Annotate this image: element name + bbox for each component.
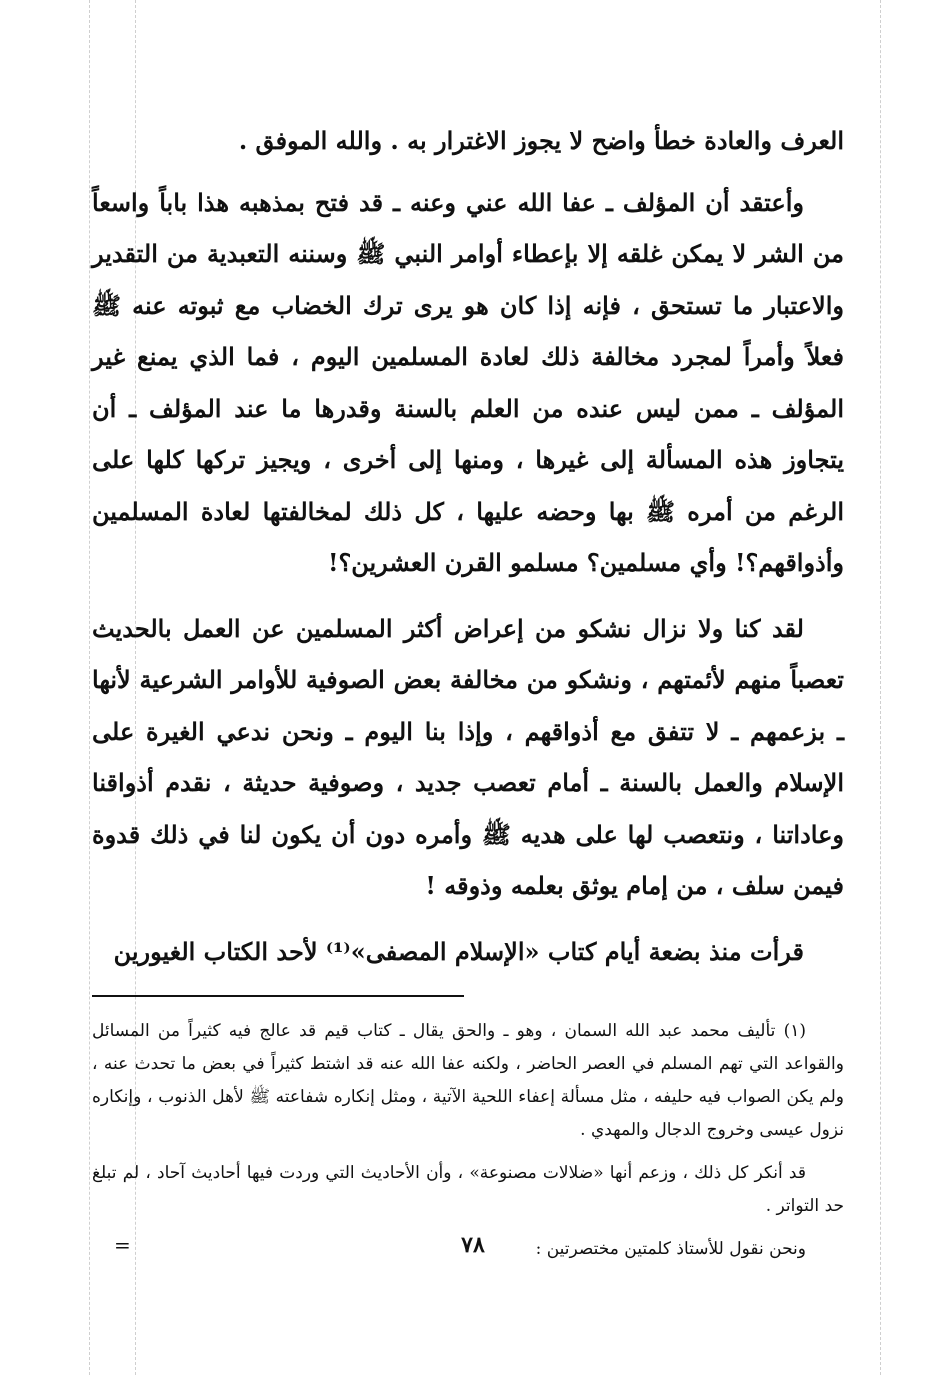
footnote-1: (١) تأليف محمد عبد الله السمان ، وهو ـ والحق يقال ـ كتاب قيم قد عالج فيه كثيراً من المسائل والقواعد التي تهم المسلم في العصر الحاضر ، ولكنه عفا الله عنه قد اشتط كثيراً في بعض ما تحدث عنه ، ولم يكن الصواب فيه حليفه ، مثل مسألة إعفاء اللحية الآتية ، ومثل إنكاره شفاعته ﷺ لأهل الذنوب ، وإنكاره نزول عيسى وخروج الدجال والمهدي . bbox=[92, 1021, 844, 1140]
footnotes bbox=[92, 1015, 844, 1266]
page-number: ٧٨ bbox=[461, 1232, 485, 1258]
paragraph-3: لقد كنا ولا نزال نشكو من إعراض أكثر المسلمين عن العمل بالحديث تعصباً منهم لأئمتهم ، ونشكو من مخالفة بعض الصوفية للأوامر الشرعية لأنها ـ بزعمهم ـ لا تتفق مع أذواقهم ، وإذا بنا اليوم ـ ونحن ندعي الغيرة على الإسلام والعمل بالسنة ـ أمام تعصب جديد ، وصوفية حديثة ، نقدم أذواقنا وعاداتنا ، ونتعصب لها على هديه ﷺ وأمره دون أن يكون لنا في ذلك قدوة فيمن سلف ، من إمام يوثق بعلمه وذوقه ! bbox=[92, 613, 845, 900]
continuation-mark: = bbox=[114, 1233, 131, 1257]
paragraph-2: وأعتقد أن المؤلف ـ عفا الله عني وعنه ـ قد فتح بمذهبه هذا باباً واسعاً من الشر لا يمكن غلقه إلا بإعطاء أوامر النبي ﷺ وسننه التعبدية من التقدير والاعتبار ما تستحق ، فإنه إذا كان هو يرى ترك الخضاب مع ثبوته عنه ﷺ فعلاً وأمراً لمجرد مخالفة ذلك لعادة المسلمين اليوم ، فما الذي يمنع غير المؤلف ـ ممن ليس عنده من العلم بالسنة وقدرها ما عند المؤلف ـ أن يتجاوز هذه المسألة إلى غيرها ، ومنها إلى أخرى ، ويجيز تركها كلها على الرغم من أمره ﷺ بها وحضه عليها ، كل ذلك لمخالفتها لعادة المسلمين وأذواقهم؟! وأي مسلمين؟ مسلمو القرن العشرين؟! bbox=[92, 187, 845, 577]
paragraph-1: العرف والعادة خطأ واضح لا يجوز الاغترار به . والله الموفق . bbox=[238, 126, 844, 155]
main-text bbox=[92, 115, 844, 977]
footnote-3: ونحن نقول للأستاذ كلمتين مختصرتين : bbox=[535, 1239, 806, 1259]
scan-edge-right bbox=[880, 0, 881, 1375]
paragraph-4: قرأت منذ بضعة أيام كتاب «الإسلام المصفى»⁽¹⁾ لأحد الكتاب الغيورين bbox=[113, 936, 804, 966]
footnote-divider bbox=[92, 995, 464, 997]
footnote-2: قد أنكر كل ذلك ، وزعم أنها «ضلالات مصنوعة» ، وأن الأحاديث التي وردت فيها أحاديث آحاد ، لم تبلغ حد التواتر . bbox=[92, 1163, 844, 1216]
scan-edge-left bbox=[89, 0, 90, 1375]
book-page bbox=[92, 115, 844, 1276]
